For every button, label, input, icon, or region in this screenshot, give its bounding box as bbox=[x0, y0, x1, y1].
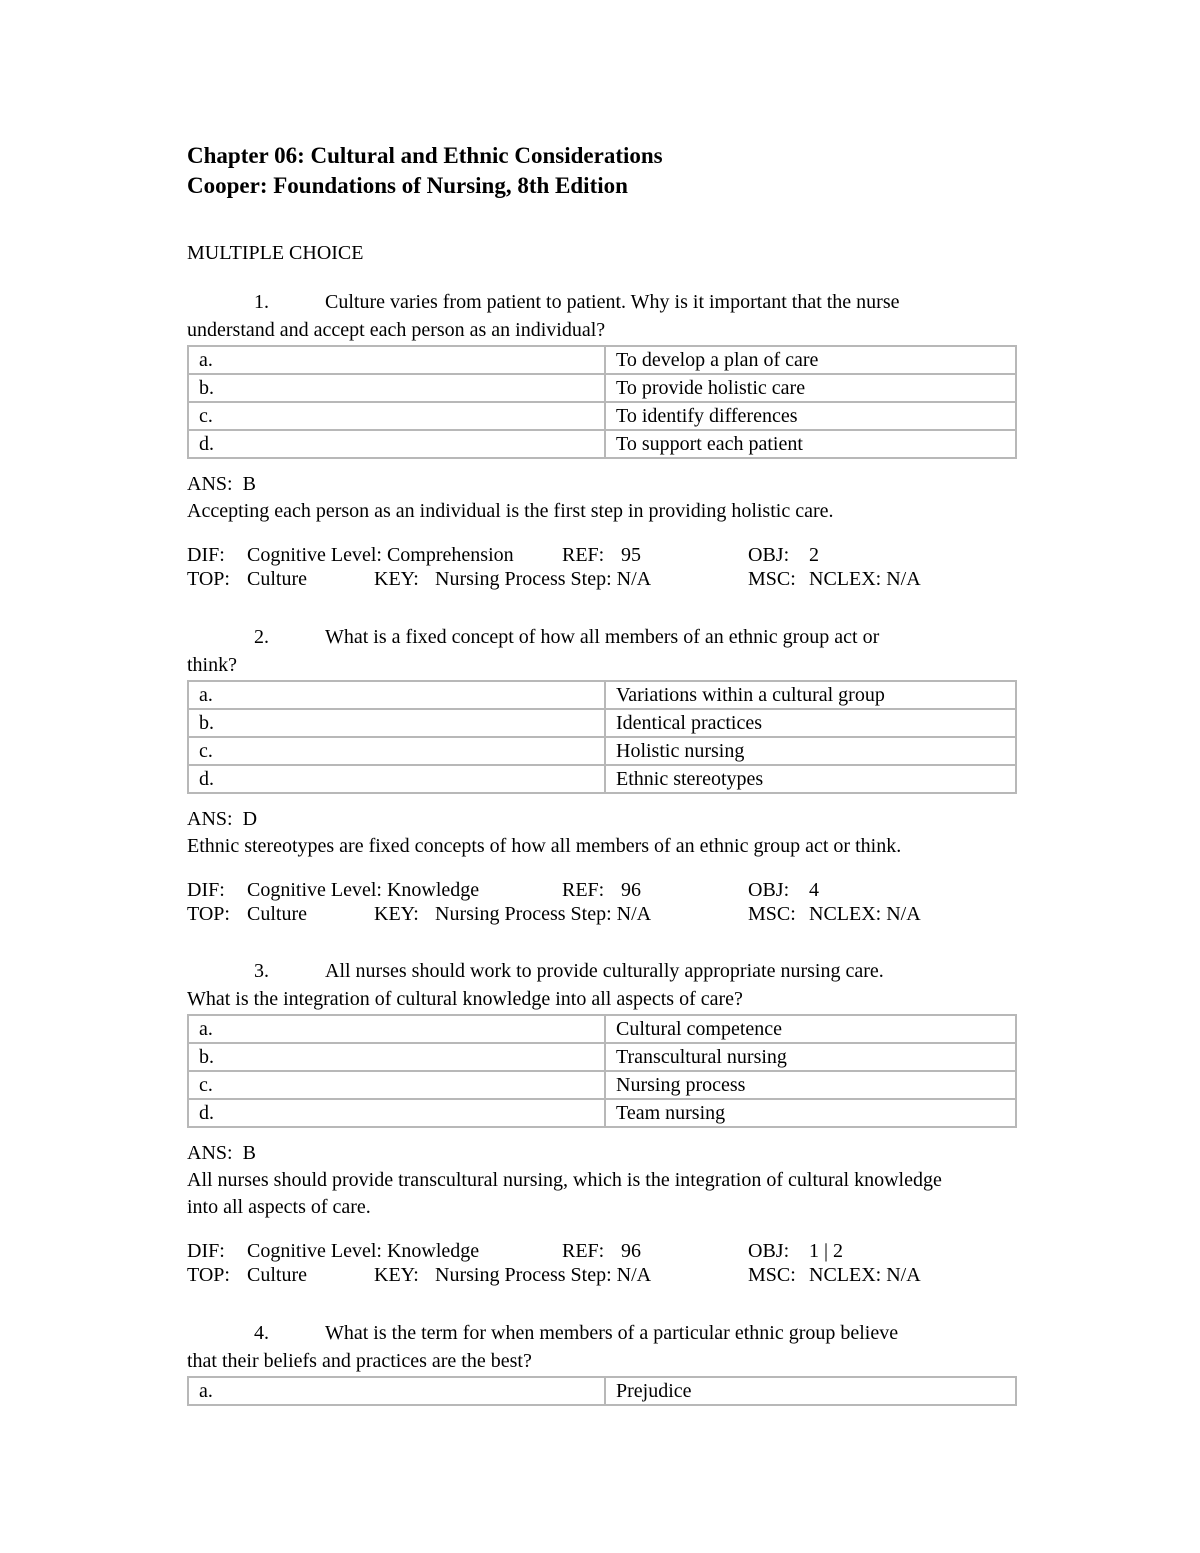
option-letter: c. bbox=[188, 737, 605, 765]
option-letter: a. bbox=[188, 346, 605, 374]
option-row bbox=[188, 765, 1016, 793]
answer-line bbox=[187, 806, 1017, 833]
option-letter: c. bbox=[188, 1071, 605, 1099]
obj-value: 2 bbox=[809, 544, 819, 566]
question-1 bbox=[187, 288, 1017, 591]
option-text: To support each patient bbox=[605, 430, 1016, 458]
answer-value: B bbox=[242, 473, 256, 495]
question-metadata bbox=[187, 878, 1017, 926]
ref-value: 96 bbox=[621, 1240, 641, 1262]
question-3 bbox=[187, 957, 1017, 1287]
obj-label: OBJ: bbox=[748, 1240, 790, 1262]
option-text: Holistic nursing bbox=[605, 737, 1016, 765]
book-title: Cooper: Foundations of Nursing, 8th Edition bbox=[187, 173, 628, 198]
key-label: KEY: bbox=[374, 568, 419, 590]
option-letter: c. bbox=[188, 402, 605, 430]
question-text-continued: What is the integration of cultural knowledge into all aspects of care? bbox=[187, 988, 743, 1010]
option-letter: a. bbox=[188, 1015, 605, 1043]
option-letter: b. bbox=[188, 709, 605, 737]
question-text: What is the term for when members of a particular ethnic group believe bbox=[325, 1322, 899, 1344]
question-number: 2. bbox=[254, 626, 269, 648]
question-2 bbox=[187, 623, 1017, 926]
ref-label: REF: bbox=[562, 879, 605, 901]
msc-value: NCLEX: N/A bbox=[809, 1264, 921, 1286]
rationale: All nurses should provide transcultural nursing, which is the integration of cultural knowledge into all aspects of care. bbox=[187, 1169, 942, 1218]
key-label: KEY: bbox=[374, 1264, 419, 1286]
option-row bbox=[188, 709, 1016, 737]
top-value: Culture bbox=[247, 568, 307, 590]
dif-label: DIF: bbox=[187, 1240, 225, 1262]
obj-value: 4 bbox=[809, 879, 819, 901]
option-text: To develop a plan of care bbox=[605, 346, 1016, 374]
question-text-continued: understand and accept each person as an individual? bbox=[187, 319, 606, 341]
question-4 bbox=[187, 1319, 1017, 1406]
dif-value: Cognitive Level: Knowledge bbox=[247, 1240, 480, 1262]
options-table bbox=[187, 1376, 1017, 1406]
rationale: Accepting each person as an individual is the first step in providing holistic care. bbox=[187, 500, 834, 522]
option-row bbox=[188, 1099, 1016, 1127]
question-text-continued: that their beliefs and practices are the best? bbox=[187, 1350, 532, 1372]
question-text: Culture varies from patient to patient. Why is it important that the nurse bbox=[325, 291, 900, 313]
obj-label: OBJ: bbox=[748, 544, 790, 566]
msc-label: MSC: bbox=[748, 568, 796, 590]
question-text-continued: think? bbox=[187, 654, 237, 676]
msc-label: MSC: bbox=[748, 903, 796, 925]
options-table bbox=[187, 345, 1017, 459]
rationale: Ethnic stereotypes are fixed concepts of how all members of an ethnic group act or think. bbox=[187, 835, 902, 857]
option-letter: d. bbox=[188, 765, 605, 793]
option-row bbox=[188, 1015, 1016, 1043]
question-text: What is a fixed concept of how all members of an ethnic group act or bbox=[325, 626, 880, 648]
dif-value: Cognitive Level: Comprehension bbox=[247, 544, 514, 566]
option-letter: b. bbox=[188, 1043, 605, 1071]
option-letter: d. bbox=[188, 1099, 605, 1127]
answer-line bbox=[187, 471, 1017, 498]
option-row bbox=[188, 402, 1016, 430]
question-number: 3. bbox=[254, 960, 269, 982]
option-letter: a. bbox=[188, 1377, 605, 1405]
chapter-title: Chapter 06: Cultural and Ethnic Considerations bbox=[187, 143, 663, 168]
answer-label: ANS: bbox=[187, 808, 233, 830]
dif-label: DIF: bbox=[187, 544, 225, 566]
section-heading: MULTIPLE CHOICE bbox=[187, 242, 364, 264]
msc-value: NCLEX: N/A bbox=[809, 568, 921, 590]
top-value: Culture bbox=[247, 903, 307, 925]
option-row bbox=[188, 1377, 1016, 1405]
question-number: 4. bbox=[254, 1322, 269, 1344]
option-letter: d. bbox=[188, 430, 605, 458]
option-text: Ethnic stereotypes bbox=[605, 765, 1016, 793]
dif-label: DIF: bbox=[187, 879, 225, 901]
answer-value: B bbox=[242, 1142, 256, 1164]
obj-value: 1 | 2 bbox=[809, 1240, 844, 1262]
option-text: Cultural competence bbox=[605, 1015, 1016, 1043]
dif-value: Cognitive Level: Knowledge bbox=[247, 879, 480, 901]
option-row bbox=[188, 681, 1016, 709]
question-number: 1. bbox=[254, 291, 269, 313]
option-letter: a. bbox=[188, 681, 605, 709]
options-table bbox=[187, 680, 1017, 794]
answer-value: D bbox=[242, 808, 258, 830]
option-row bbox=[188, 430, 1016, 458]
key-label: KEY: bbox=[374, 903, 419, 925]
ref-value: 95 bbox=[621, 544, 641, 566]
option-row bbox=[188, 374, 1016, 402]
question-metadata bbox=[187, 543, 1017, 591]
answer-label: ANS: bbox=[187, 1142, 233, 1164]
option-row bbox=[188, 1071, 1016, 1099]
top-label: TOP: bbox=[187, 903, 230, 925]
obj-label: OBJ: bbox=[748, 879, 790, 901]
option-text: Team nursing bbox=[605, 1099, 1016, 1127]
key-value: Nursing Process Step: N/A bbox=[435, 903, 652, 925]
option-letter: b. bbox=[188, 374, 605, 402]
msc-label: MSC: bbox=[748, 1264, 796, 1286]
option-text: Variations within a cultural group bbox=[605, 681, 1016, 709]
answer-label: ANS: bbox=[187, 473, 233, 495]
option-text: Prejudice bbox=[605, 1377, 1016, 1405]
options-table bbox=[187, 1014, 1017, 1128]
option-row bbox=[188, 346, 1016, 374]
key-value: Nursing Process Step: N/A bbox=[435, 1264, 652, 1286]
option-text: Nursing process bbox=[605, 1071, 1016, 1099]
option-text: To identify differences bbox=[605, 402, 1016, 430]
ref-label: REF: bbox=[562, 544, 605, 566]
option-text: Transcultural nursing bbox=[605, 1043, 1016, 1071]
ref-value: 96 bbox=[621, 879, 641, 901]
ref-label: REF: bbox=[562, 1240, 605, 1262]
question-text: All nurses should work to provide culturally appropriate nursing care. bbox=[325, 960, 884, 982]
option-text: Identical practices bbox=[605, 709, 1016, 737]
key-value: Nursing Process Step: N/A bbox=[435, 568, 652, 590]
option-text: To provide holistic care bbox=[605, 374, 1016, 402]
msc-value: NCLEX: N/A bbox=[809, 903, 921, 925]
question-metadata bbox=[187, 1239, 1017, 1287]
top-label: TOP: bbox=[187, 1264, 230, 1286]
top-label: TOP: bbox=[187, 568, 230, 590]
answer-line bbox=[187, 1140, 1017, 1167]
option-row bbox=[188, 1043, 1016, 1071]
option-row bbox=[188, 737, 1016, 765]
top-value: Culture bbox=[247, 1264, 307, 1286]
